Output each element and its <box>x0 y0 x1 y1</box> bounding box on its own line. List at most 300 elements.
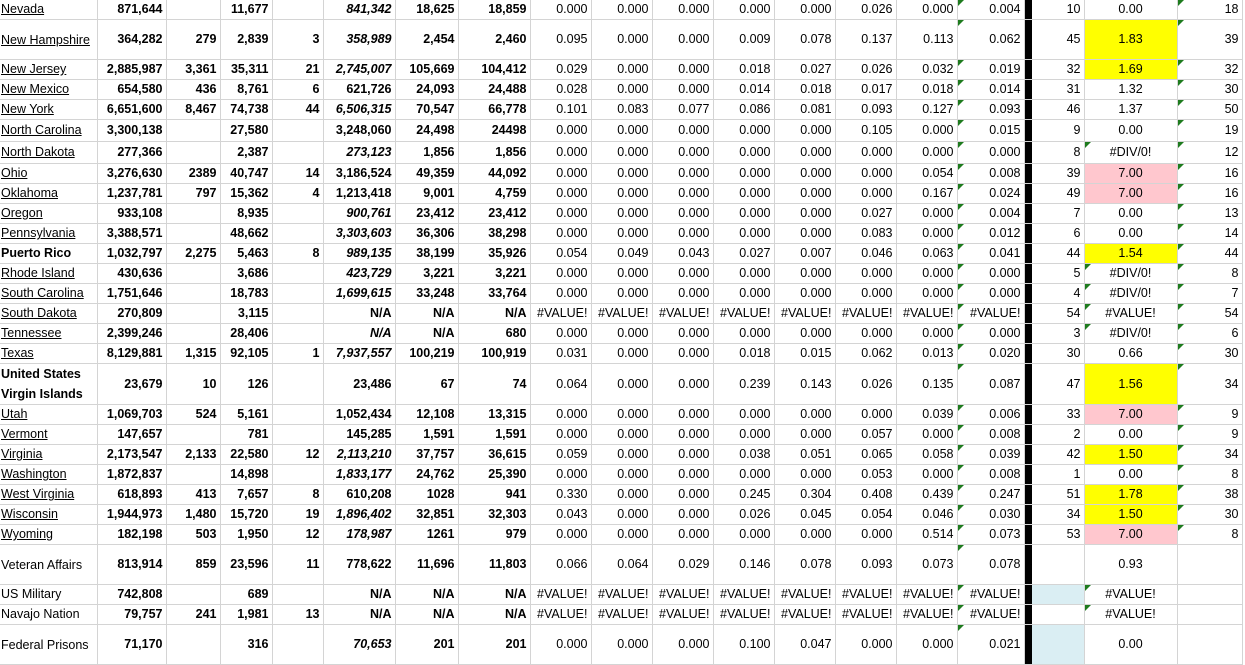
cell-col-1[interactable] <box>97 204 166 224</box>
cell-ratio-3[interactable] <box>652 120 713 142</box>
cell-ratio-7[interactable] <box>896 20 957 60</box>
cell-rank[interactable] <box>1032 142 1084 164</box>
cell-col-4[interactable] <box>272 80 323 100</box>
cell-ratio-3[interactable] <box>652 100 713 120</box>
cell-last[interactable] <box>1177 204 1242 224</box>
cell-ratio-5[interactable] <box>774 445 835 465</box>
cell-jurisdiction[interactable] <box>0 204 97 224</box>
cell-col-7[interactable] <box>458 324 530 344</box>
cell-ratio-2[interactable] <box>591 445 652 465</box>
cell-rank[interactable] <box>1032 364 1084 405</box>
cell-ratio-8[interactable] <box>957 364 1024 405</box>
cell-ratio-1[interactable] <box>530 545 591 585</box>
cell-col-2[interactable] <box>166 204 220 224</box>
cell-ratio-5[interactable] <box>774 284 835 304</box>
cell-ratio-6[interactable] <box>835 585 896 605</box>
cell-score[interactable] <box>1084 485 1177 505</box>
cell-score[interactable] <box>1084 80 1177 100</box>
cell-ratio-2[interactable] <box>591 60 652 80</box>
cell-ratio-6[interactable] <box>835 445 896 465</box>
cell-ratio-2[interactable] <box>591 525 652 545</box>
cell-ratio-1[interactable] <box>530 324 591 344</box>
cell-ratio-5[interactable] <box>774 184 835 204</box>
cell-col-7[interactable] <box>458 142 530 164</box>
cell-ratio-1[interactable] <box>530 164 591 184</box>
cell-col-4[interactable] <box>272 142 323 164</box>
cell-ratio-5[interactable] <box>774 244 835 264</box>
cell-ratio-2[interactable] <box>591 344 652 364</box>
cell-rank[interactable] <box>1032 324 1084 344</box>
cell-col-2[interactable] <box>166 465 220 485</box>
cell-col-4[interactable] <box>272 364 323 405</box>
cell-ratio-7[interactable] <box>896 244 957 264</box>
cell-ratio-3[interactable] <box>652 525 713 545</box>
cell-col-6[interactable] <box>395 364 458 405</box>
cell-ratio-3[interactable] <box>652 0 713 20</box>
cell-rank[interactable] <box>1032 465 1084 485</box>
cell-jurisdiction[interactable] <box>0 405 97 425</box>
cell-ratio-5[interactable] <box>774 585 835 605</box>
cell-col-6[interactable] <box>395 625 458 665</box>
cell-col-3[interactable] <box>220 164 272 184</box>
cell-ratio-4[interactable] <box>713 224 774 244</box>
cell-ratio-8[interactable] <box>957 204 1024 224</box>
cell-ratio-3[interactable] <box>652 142 713 164</box>
cell-rank[interactable] <box>1032 204 1084 224</box>
cell-jurisdiction[interactable] <box>0 605 97 625</box>
cell-rank[interactable] <box>1032 505 1084 525</box>
cell-col-5[interactable] <box>323 485 395 505</box>
cell-ratio-7[interactable] <box>896 344 957 364</box>
cell-col-7[interactable] <box>458 545 530 585</box>
cell-ratio-5[interactable] <box>774 100 835 120</box>
cell-ratio-5[interactable] <box>774 405 835 425</box>
cell-score[interactable] <box>1084 465 1177 485</box>
cell-last[interactable] <box>1177 120 1242 142</box>
cell-col-4[interactable] <box>272 164 323 184</box>
cell-ratio-3[interactable] <box>652 60 713 80</box>
cell-col-6[interactable] <box>395 284 458 304</box>
cell-rank[interactable] <box>1032 405 1084 425</box>
cell-col-4[interactable] <box>272 605 323 625</box>
cell-score[interactable] <box>1084 505 1177 525</box>
cell-col-4[interactable] <box>272 525 323 545</box>
cell-col-5[interactable] <box>323 465 395 485</box>
cell-ratio-3[interactable] <box>652 264 713 284</box>
cell-ratio-8[interactable] <box>957 20 1024 60</box>
cell-ratio-1[interactable] <box>530 465 591 485</box>
cell-ratio-3[interactable] <box>652 445 713 465</box>
cell-jurisdiction[interactable] <box>0 445 97 465</box>
cell-last[interactable] <box>1177 224 1242 244</box>
cell-ratio-5[interactable] <box>774 324 835 344</box>
cell-col-6[interactable] <box>395 585 458 605</box>
cell-rank[interactable] <box>1032 545 1084 585</box>
cell-col-5[interactable] <box>323 60 395 80</box>
cell-rank[interactable] <box>1032 120 1084 142</box>
cell-col-5[interactable] <box>323 525 395 545</box>
cell-col-1[interactable] <box>97 485 166 505</box>
cell-ratio-7[interactable] <box>896 100 957 120</box>
cell-ratio-6[interactable] <box>835 120 896 142</box>
cell-ratio-2[interactable] <box>591 20 652 60</box>
cell-last[interactable] <box>1177 20 1242 60</box>
cell-col-2[interactable] <box>166 625 220 665</box>
cell-col-6[interactable] <box>395 545 458 585</box>
cell-col-4[interactable] <box>272 264 323 284</box>
cell-score[interactable] <box>1084 605 1177 625</box>
cell-ratio-1[interactable] <box>530 364 591 405</box>
cell-ratio-1[interactable] <box>530 20 591 60</box>
cell-col-2[interactable] <box>166 364 220 405</box>
cell-col-3[interactable] <box>220 364 272 405</box>
cell-col-1[interactable] <box>97 585 166 605</box>
cell-col-4[interactable] <box>272 0 323 20</box>
cell-jurisdiction[interactable] <box>0 264 97 284</box>
cell-ratio-6[interactable] <box>835 344 896 364</box>
cell-ratio-8[interactable] <box>957 545 1024 585</box>
cell-ratio-6[interactable] <box>835 465 896 485</box>
cell-ratio-3[interactable] <box>652 545 713 585</box>
cell-col-5[interactable] <box>323 364 395 405</box>
cell-col-5[interactable] <box>323 244 395 264</box>
cell-score[interactable] <box>1084 304 1177 324</box>
cell-col-2[interactable] <box>166 184 220 204</box>
cell-ratio-3[interactable] <box>652 425 713 445</box>
cell-col-7[interactable] <box>458 445 530 465</box>
cell-col-5[interactable] <box>323 425 395 445</box>
cell-col-2[interactable] <box>166 585 220 605</box>
cell-ratio-1[interactable] <box>530 405 591 425</box>
cell-ratio-3[interactable] <box>652 405 713 425</box>
cell-col-7[interactable] <box>458 304 530 324</box>
cell-col-7[interactable] <box>458 364 530 405</box>
cell-col-5[interactable] <box>323 505 395 525</box>
cell-col-2[interactable] <box>166 405 220 425</box>
cell-col-5[interactable] <box>323 304 395 324</box>
cell-last[interactable] <box>1177 485 1242 505</box>
cell-rank[interactable] <box>1032 485 1084 505</box>
cell-col-2[interactable] <box>166 605 220 625</box>
cell-ratio-8[interactable] <box>957 324 1024 344</box>
cell-ratio-2[interactable] <box>591 80 652 100</box>
cell-col-3[interactable] <box>220 244 272 264</box>
cell-col-1[interactable] <box>97 605 166 625</box>
cell-ratio-6[interactable] <box>835 425 896 445</box>
cell-rank[interactable] <box>1032 60 1084 80</box>
cell-col-4[interactable] <box>272 20 323 60</box>
cell-rank[interactable] <box>1032 184 1084 204</box>
cell-col-1[interactable] <box>97 505 166 525</box>
cell-ratio-2[interactable] <box>591 324 652 344</box>
cell-col-3[interactable] <box>220 324 272 344</box>
cell-col-1[interactable] <box>97 100 166 120</box>
cell-jurisdiction[interactable] <box>0 585 97 605</box>
cell-ratio-4[interactable] <box>713 505 774 525</box>
cell-ratio-1[interactable] <box>530 525 591 545</box>
cell-col-5[interactable] <box>323 164 395 184</box>
cell-ratio-6[interactable] <box>835 264 896 284</box>
cell-col-5[interactable] <box>323 224 395 244</box>
cell-col-1[interactable] <box>97 120 166 142</box>
cell-col-4[interactable] <box>272 284 323 304</box>
cell-ratio-8[interactable] <box>957 405 1024 425</box>
cell-col-3[interactable] <box>220 120 272 142</box>
cell-col-1[interactable] <box>97 20 166 60</box>
cell-ratio-4[interactable] <box>713 425 774 445</box>
cell-col-3[interactable] <box>220 100 272 120</box>
cell-col-5[interactable] <box>323 264 395 284</box>
cell-last[interactable] <box>1177 505 1242 525</box>
cell-col-4[interactable] <box>272 545 323 585</box>
cell-last[interactable] <box>1177 60 1242 80</box>
cell-col-4[interactable] <box>272 184 323 204</box>
cell-ratio-7[interactable] <box>896 525 957 545</box>
cell-col-2[interactable] <box>166 264 220 284</box>
cell-rank[interactable] <box>1032 344 1084 364</box>
cell-score[interactable] <box>1084 445 1177 465</box>
cell-ratio-3[interactable] <box>652 364 713 405</box>
cell-col-6[interactable] <box>395 485 458 505</box>
cell-ratio-5[interactable] <box>774 545 835 585</box>
cell-col-7[interactable] <box>458 344 530 364</box>
cell-last[interactable] <box>1177 625 1242 665</box>
cell-ratio-7[interactable] <box>896 224 957 244</box>
cell-jurisdiction[interactable] <box>0 505 97 525</box>
cell-col-5[interactable] <box>323 585 395 605</box>
cell-col-7[interactable] <box>458 244 530 264</box>
cell-jurisdiction[interactable] <box>0 304 97 324</box>
cell-ratio-7[interactable] <box>896 605 957 625</box>
cell-ratio-7[interactable] <box>896 120 957 142</box>
cell-last[interactable] <box>1177 545 1242 585</box>
cell-last[interactable] <box>1177 605 1242 625</box>
cell-ratio-8[interactable] <box>957 284 1024 304</box>
cell-ratio-1[interactable] <box>530 445 591 465</box>
cell-ratio-5[interactable] <box>774 344 835 364</box>
cell-ratio-5[interactable] <box>774 485 835 505</box>
cell-rank[interactable] <box>1032 164 1084 184</box>
cell-ratio-6[interactable] <box>835 485 896 505</box>
cell-col-2[interactable] <box>166 525 220 545</box>
cell-ratio-8[interactable] <box>957 625 1024 665</box>
cell-rank[interactable] <box>1032 425 1084 445</box>
cell-ratio-1[interactable] <box>530 0 591 20</box>
cell-col-3[interactable] <box>220 625 272 665</box>
cell-ratio-3[interactable] <box>652 625 713 665</box>
cell-ratio-8[interactable] <box>957 184 1024 204</box>
cell-jurisdiction[interactable] <box>0 0 97 20</box>
cell-ratio-1[interactable] <box>530 142 591 164</box>
cell-col-3[interactable] <box>220 585 272 605</box>
cell-ratio-7[interactable] <box>896 264 957 284</box>
cell-ratio-1[interactable] <box>530 204 591 224</box>
cell-rank[interactable] <box>1032 244 1084 264</box>
cell-ratio-2[interactable] <box>591 184 652 204</box>
cell-ratio-1[interactable] <box>530 344 591 364</box>
cell-col-4[interactable] <box>272 204 323 224</box>
cell-col-2[interactable] <box>166 505 220 525</box>
cell-score[interactable] <box>1084 244 1177 264</box>
cell-col-5[interactable] <box>323 80 395 100</box>
cell-ratio-5[interactable] <box>774 80 835 100</box>
cell-ratio-7[interactable] <box>896 545 957 585</box>
cell-col-7[interactable] <box>458 100 530 120</box>
cell-last[interactable] <box>1177 304 1242 324</box>
cell-ratio-6[interactable] <box>835 324 896 344</box>
cell-ratio-7[interactable] <box>896 184 957 204</box>
cell-col-1[interactable] <box>97 445 166 465</box>
cell-col-2[interactable] <box>166 60 220 80</box>
cell-col-4[interactable] <box>272 100 323 120</box>
cell-col-3[interactable] <box>220 485 272 505</box>
cell-rank[interactable] <box>1032 0 1084 20</box>
cell-ratio-8[interactable] <box>957 164 1024 184</box>
cell-col-6[interactable] <box>395 605 458 625</box>
cell-ratio-1[interactable] <box>530 585 591 605</box>
cell-ratio-2[interactable] <box>591 244 652 264</box>
cell-score[interactable] <box>1084 60 1177 80</box>
cell-ratio-7[interactable] <box>896 304 957 324</box>
cell-last[interactable] <box>1177 425 1242 445</box>
cell-col-5[interactable] <box>323 0 395 20</box>
cell-last[interactable] <box>1177 405 1242 425</box>
cell-ratio-4[interactable] <box>713 120 774 142</box>
cell-col-3[interactable] <box>220 605 272 625</box>
cell-score[interactable] <box>1084 264 1177 284</box>
cell-ratio-7[interactable] <box>896 405 957 425</box>
cell-ratio-1[interactable] <box>530 284 591 304</box>
cell-ratio-3[interactable] <box>652 605 713 625</box>
cell-ratio-8[interactable] <box>957 80 1024 100</box>
cell-score[interactable] <box>1084 20 1177 60</box>
cell-col-2[interactable] <box>166 142 220 164</box>
cell-jurisdiction[interactable] <box>0 100 97 120</box>
cell-ratio-1[interactable] <box>530 625 591 665</box>
cell-col-3[interactable] <box>220 344 272 364</box>
cell-ratio-3[interactable] <box>652 184 713 204</box>
cell-jurisdiction[interactable] <box>0 224 97 244</box>
cell-col-4[interactable] <box>272 505 323 525</box>
cell-col-4[interactable] <box>272 344 323 364</box>
cell-col-2[interactable] <box>166 545 220 585</box>
cell-col-6[interactable] <box>395 100 458 120</box>
cell-col-6[interactable] <box>395 425 458 445</box>
cell-col-4[interactable] <box>272 585 323 605</box>
cell-col-3[interactable] <box>220 405 272 425</box>
cell-ratio-2[interactable] <box>591 465 652 485</box>
cell-jurisdiction[interactable] <box>0 244 97 264</box>
cell-col-3[interactable] <box>220 60 272 80</box>
cell-ratio-2[interactable] <box>591 625 652 665</box>
cell-col-1[interactable] <box>97 184 166 204</box>
cell-col-3[interactable] <box>220 80 272 100</box>
cell-score[interactable] <box>1084 164 1177 184</box>
cell-ratio-5[interactable] <box>774 120 835 142</box>
cell-col-6[interactable] <box>395 224 458 244</box>
cell-col-4[interactable] <box>272 485 323 505</box>
cell-col-6[interactable] <box>395 142 458 164</box>
cell-col-1[interactable] <box>97 525 166 545</box>
cell-ratio-2[interactable] <box>591 224 652 244</box>
cell-col-4[interactable] <box>272 425 323 445</box>
cell-score[interactable] <box>1084 425 1177 445</box>
cell-col-2[interactable] <box>166 324 220 344</box>
cell-jurisdiction[interactable] <box>0 545 97 585</box>
cell-col-1[interactable] <box>97 465 166 485</box>
cell-jurisdiction[interactable] <box>0 625 97 665</box>
cell-ratio-4[interactable] <box>713 525 774 545</box>
cell-col-5[interactable] <box>323 142 395 164</box>
cell-col-1[interactable] <box>97 0 166 20</box>
cell-col-7[interactable] <box>458 60 530 80</box>
cell-col-6[interactable] <box>395 204 458 224</box>
cell-ratio-3[interactable] <box>652 164 713 184</box>
cell-col-1[interactable] <box>97 324 166 344</box>
cell-ratio-8[interactable] <box>957 60 1024 80</box>
cell-col-6[interactable] <box>395 0 458 20</box>
cell-ratio-4[interactable] <box>713 80 774 100</box>
cell-ratio-4[interactable] <box>713 324 774 344</box>
cell-col-4[interactable] <box>272 244 323 264</box>
cell-ratio-4[interactable] <box>713 545 774 585</box>
cell-col-3[interactable] <box>220 264 272 284</box>
cell-col-7[interactable] <box>458 605 530 625</box>
cell-ratio-1[interactable] <box>530 120 591 142</box>
cell-ratio-7[interactable] <box>896 425 957 445</box>
cell-col-6[interactable] <box>395 465 458 485</box>
cell-ratio-4[interactable] <box>713 142 774 164</box>
cell-ratio-5[interactable] <box>774 625 835 665</box>
cell-col-5[interactable] <box>323 344 395 364</box>
cell-ratio-8[interactable] <box>957 465 1024 485</box>
cell-score[interactable] <box>1084 545 1177 585</box>
cell-col-7[interactable] <box>458 425 530 445</box>
cell-rank[interactable] <box>1032 625 1084 665</box>
cell-last[interactable] <box>1177 164 1242 184</box>
cell-ratio-1[interactable] <box>530 605 591 625</box>
cell-col-6[interactable] <box>395 445 458 465</box>
cell-col-2[interactable] <box>166 0 220 20</box>
cell-ratio-4[interactable] <box>713 625 774 665</box>
cell-col-6[interactable] <box>395 244 458 264</box>
cell-ratio-5[interactable] <box>774 0 835 20</box>
cell-col-7[interactable] <box>458 20 530 60</box>
cell-ratio-4[interactable] <box>713 244 774 264</box>
cell-rank[interactable] <box>1032 585 1084 605</box>
cell-ratio-6[interactable] <box>835 244 896 264</box>
cell-ratio-6[interactable] <box>835 224 896 244</box>
cell-ratio-2[interactable] <box>591 405 652 425</box>
cell-ratio-7[interactable] <box>896 505 957 525</box>
cell-col-3[interactable] <box>220 445 272 465</box>
cell-ratio-8[interactable] <box>957 425 1024 445</box>
cell-ratio-2[interactable] <box>591 264 652 284</box>
cell-ratio-6[interactable] <box>835 142 896 164</box>
cell-ratio-8[interactable] <box>957 605 1024 625</box>
cell-ratio-6[interactable] <box>835 204 896 224</box>
cell-score[interactable] <box>1084 405 1177 425</box>
cell-ratio-8[interactable] <box>957 304 1024 324</box>
cell-col-6[interactable] <box>395 60 458 80</box>
cell-ratio-2[interactable] <box>591 142 652 164</box>
cell-ratio-3[interactable] <box>652 304 713 324</box>
cell-score[interactable] <box>1084 204 1177 224</box>
cell-col-7[interactable] <box>458 224 530 244</box>
cell-col-1[interactable] <box>97 60 166 80</box>
cell-ratio-6[interactable] <box>835 20 896 60</box>
cell-col-5[interactable] <box>323 545 395 585</box>
